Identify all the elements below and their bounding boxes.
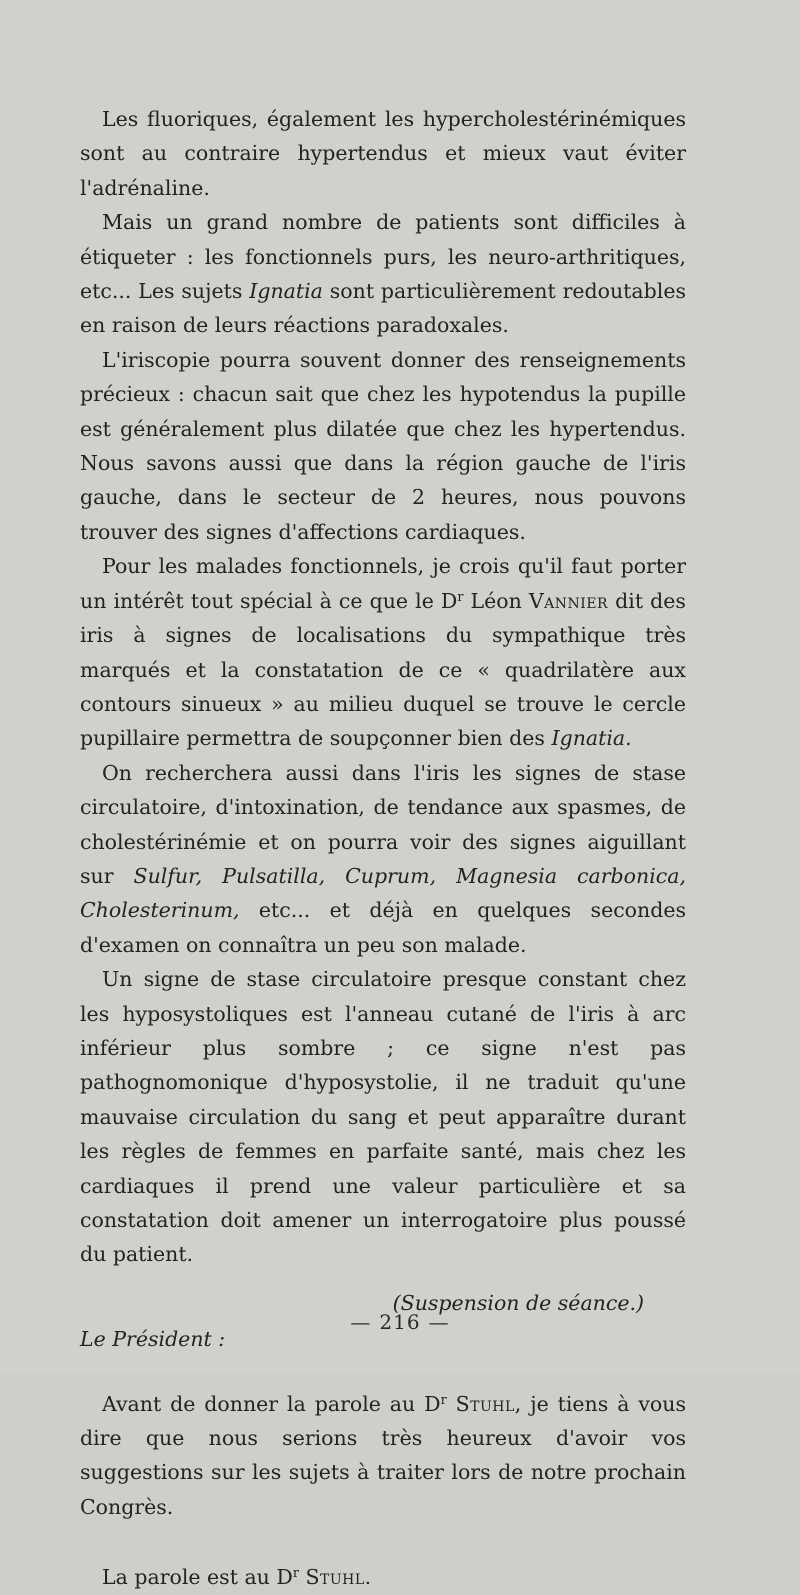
author-name: Stuhl (455, 1391, 515, 1416)
page-number: — 216 — (350, 1310, 450, 1334)
doctor-title: $D^r$ (276, 1565, 299, 1590)
author-name: Stuhl. (305, 1565, 372, 1590)
doctor-title: $D^r$ (424, 1391, 447, 1416)
remedy-name: Ignatia (249, 279, 323, 304)
paragraph-7: Avant de donner la parole au $D^r$ Stuhl, je tiens à vous dire que nous serions très heureux d'avoir vos suggestions sur les sujets à traiter lors de notre prochain Congrès. (80, 1391, 686, 1519)
paragraph-6: Un signe de stase circulatoire presque constant chez les hyposystoliques est l'anneau cutané de l'iris à arc inférieur plus sombre ; ce signe n'est pas pathognomonique d'hyposystolie, il ne traduit qu'une mauvaise circulation du sang et peut apparaître durant les règles de femmes en parfaite santé, mais chez les cardiaques il prend une valeur particulière et sa constatation doit amener un interrogatoire plus poussé du patient. (80, 967, 686, 1267)
paragraph-4: Pour les malades fonctionnels, je crois qu'il faut porter un intérêt tout spécial à ce que le $D^r$ Léon Vannier dit des iris à signes de localisations du sympathique très marqués et la constatation de ce « quadrilatère aux contours sinueux » au milieu duquel se trouve le cercle pupillaire permettra de soupçonner bien des Ignatia. (80, 554, 686, 751)
doctor-title: $D^r$ (440, 588, 464, 613)
paragraph-5: On recherchera aussi dans l'iris les signes de stase circulatoire, d'intoxination, de tendance aux spasmes, de cholestérinémie et on pourra voir des signes aiguillant sur Sulfur, Pulsatilla, Cuprum, Magnesia carbonica, Cholesterinum, etc... et déjà en quelques secondes d'examen on connaîtra un peu son malade. (80, 760, 686, 957)
session-note: (Suspension de séance.) (392, 1290, 644, 1315)
remedy-list: Sulfur, Pulsatilla, Cuprum, Magnesia carbonica, Cholesterinum, (80, 863, 686, 923)
speaker-label: Le Président : (80, 1327, 226, 1352)
author-name: Vannier (528, 588, 609, 613)
paragraph-8: La parole est au $D^r$ Stuhl. (102, 1565, 372, 1590)
paragraph-3: L'iriscopie pourra souvent donner des renseignements précieux : chacun sait que chez les hypotendus la pupille est généralement plus dilatée que chez les hypertendus. Nous savons aussi que dans la région gauche de l'iris gauche, dans le secteur de 2 heures, nous pouvons trouver des signes d'affections cardiaques. (80, 347, 686, 544)
body-text (80, 102, 686, 1595)
paragraph-1: Les fluoriques, également les hypercholestérinémiques sont au contraire hypertendus et mieux vaut éviter l'adrénaline. (80, 107, 686, 200)
remedy-name: Ignatia. (551, 726, 632, 751)
paragraph-2: Mais un grand nombre de patients sont difficiles à étiqueter : les fonctionnels purs, les neuro-arthritiques, etc... Les sujets Ignatia sont particulièrement redoutables en raison de leurs réactions paradoxales. (80, 210, 686, 338)
